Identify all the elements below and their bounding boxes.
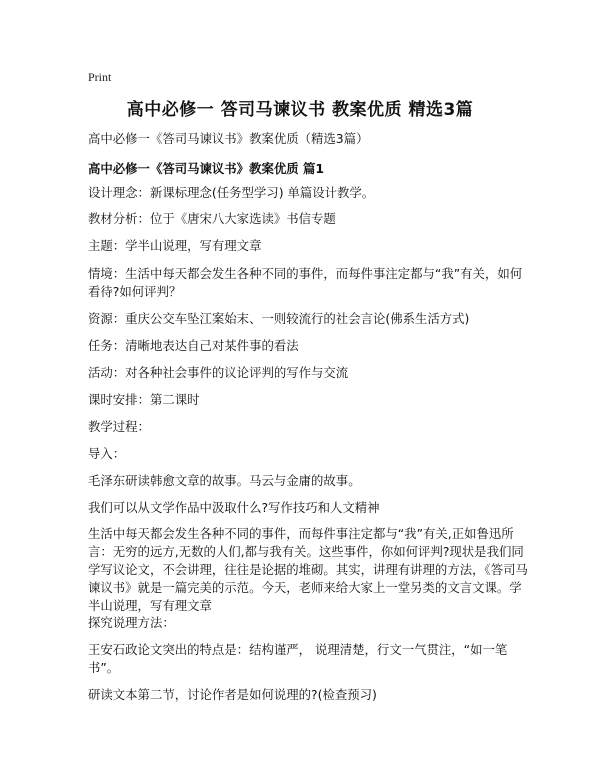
paragraph-process: 教学过程： <box>88 419 150 434</box>
paragraph-intro: 导入： <box>88 446 126 461</box>
section-heading: 高中必修一《答司马谏议书》教案优质 篇1 <box>88 161 324 176</box>
paragraph-story: 毛泽东研读韩愈文章的故事。马云与金庸的故事。 <box>88 473 361 488</box>
paragraph-question: 我们可以从文学作品中汲取什么?写作技巧和人文精神 <box>88 500 380 515</box>
print-link[interactable]: Print <box>88 70 112 84</box>
paragraph-wang-anshi: 王安石政论文突出的特点是：结构谨严， 说理清楚，行文一气贯注，“如一笔书”。 <box>88 642 508 675</box>
subtitle-line: 高中必修一《答司马谏议书》教案优质（精选3篇） <box>88 131 369 146</box>
paragraph-task: 任务：清晰地表达自己对某件事的看法 <box>88 338 299 353</box>
paragraph-material-analysis: 教材分析：位于《唐宋八大家选读》书信专题 <box>88 211 336 226</box>
paragraph-study-text: 研读文本第二节，讨论作者是如何说理的?(检查预习) <box>88 687 377 702</box>
paragraph-design-concept: 设计理念：新课标理念(任务型学习) 单篇设计教学。 <box>88 185 375 200</box>
paragraph-context: 情境：生活中每天都会发生各种不同的事件，而每件事注定都与“我”有关，如何看待?如何评判？ <box>88 266 523 299</box>
document-title: 高中必修一 答司马谏议书 教案优质 精选3篇 <box>126 100 474 120</box>
paragraph-resources: 资源：重庆公交车坠江案始末、一则较流行的社会言论(佛系生活方式) <box>88 311 470 326</box>
paragraph-explore: 探究说理方法： <box>88 615 175 630</box>
paragraph-schedule: 课时安排：第二课时 <box>88 392 200 407</box>
paragraph-activity: 活动：对各种社会事件的议论评判的写作与交流 <box>88 365 349 380</box>
paragraph-body: 生活中每天都会发生各种不同的事件，而每件事注定都与“我”有关,正如鲁迅所言：无穷的远方,无数的人们,都与我有关。这些事件，你如何评判?现状是我们同学写议论文，不会讲理，往往是论据的堆砌。其实，讲理有讲理的方法，《答司马谏议书》就是一篇完美的示范。今天，老师来给大家上一堂另类的文言文课。学半山说理，写有理文章 <box>88 526 528 613</box>
paragraph-theme: 主题：学半山说理，写有理文章 <box>88 238 262 253</box>
